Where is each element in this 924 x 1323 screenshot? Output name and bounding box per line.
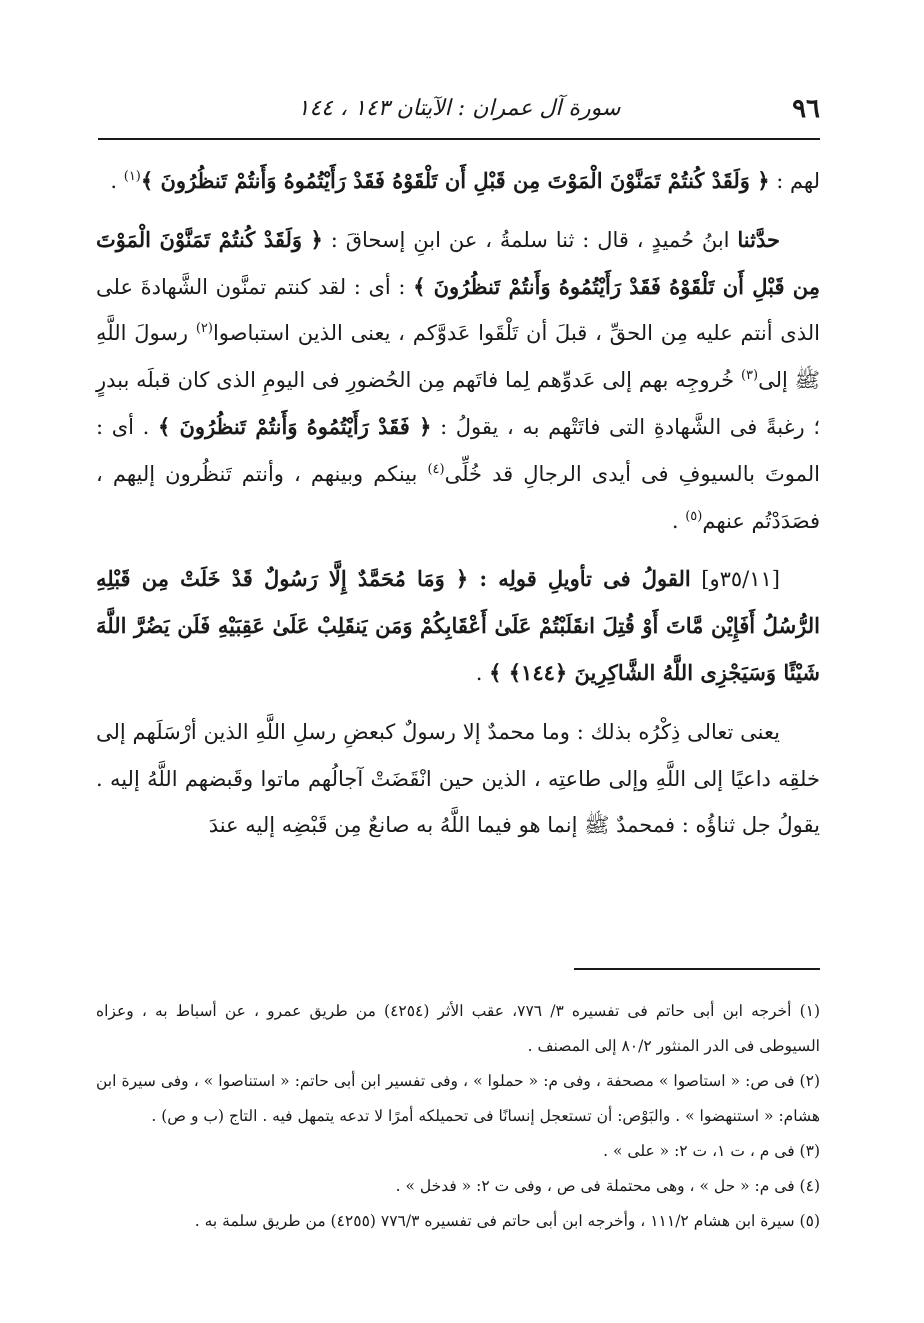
footnote-rule <box>574 968 820 970</box>
punctuation: . <box>475 660 490 685</box>
paragraph-2 <box>96 217 820 545</box>
footnote-mark: (٥) <box>685 508 703 524</box>
text-run: خُروجِه بهم إلى عَدوِّهم لِما فاتَهم مِن الحُضورِ فى اليومِ الذى كان قبلَه ببدرٍ ؛ رغبةً فى الشَّهادةِ التى فاتَتْهم به ، يقولُ : <box>96 368 820 439</box>
footnote: (٥) سيرة ابن هشام ١١١/٢ ، وأخرجه ابن أبى حاتم فى تفسيره ٧٧٦/٣ (٤٢٥٥) من طريق سلمة به . <box>194 1212 820 1230</box>
punctuation: . <box>671 508 686 533</box>
text-run: رسولَ اللَّهِ ﷺ إلى <box>96 321 821 393</box>
quran-verse: ﴿ فَقَدْ رَأَيْتُمُوهُ وَأَنتُمْ تَنظُرُونَ ﴾ <box>157 413 432 439</box>
manuscript-reference: [٣٥/١١و] <box>690 567 780 592</box>
text-run: ابنُ حُميدٍ ، قال : ثنا سلمةُ ، عن ابنِ إسحاقَ : <box>322 227 738 252</box>
quran-verse: ﴿ وَلَقَدْ كُنتُمْ تَمَنَّوْنَ الْمَوْتَ مِن قَبْلِ أَن تَلْقَوْهُ فَقَدْ رَأَيْتُمُوهُ وَأَنتُمْ تَنظُرُونَ ﴾ <box>140 168 770 193</box>
footnote-mark: (١) <box>123 169 141 184</box>
footnote-mark: (٢) <box>195 321 213 337</box>
footnote: (٢) فى ص: « استاصوا » مصحفة ، وفى م: « حملوا » ، وفى تفسير ابن أبى حاتم: « استناصوا » ، وفى سيرة ابن هشام: « استنهضوا » . والبَوْص: أن تستعجل إنسانًا فى تحميلكه أمرًا لا تدعه يتمهل فيه . التاج (ب و ص) . <box>96 1072 820 1125</box>
text-run: . أى : الموتَ بالسيوفِ فى أيدى الرجالِ قد خُلِّى <box>96 414 821 486</box>
isnad-lead: حدَّثنا <box>737 226 780 252</box>
page-number: ٩٦ <box>792 94 820 124</box>
main-text <box>96 158 820 849</box>
quran-verse: ﴿ وَمَا مُحَمَّدٌ إِلَّا رَسُولٌ قَدْ خَلَتْ مِن قَبْلِهِ الرُّسُلُ أَفَإِيْن مَّاتَ أَوْ قُتِلَ انقَلَبْتُمْ عَلَىٰ أَعْقَابِكُمْ وَمَن يَنقَلِبْ عَلَىٰ عَقِبَيْهِ فَلَن يَضُرَّ اللَّهَ شَيْئًا وَسَيَجْزِى اللَّهُ الشَّاكِرِينَ ﴿١٤٤﴾ ﴾ <box>96 566 820 685</box>
footnote-mark: (٤) <box>427 461 445 477</box>
paragraph-4: يعنى تعالى ذِكْرُه بذلك : وما محمدٌ إلا رسولٌ كبعضِ رسلِ اللَّهِ الذين أرْسَلَهم إلى خلقِه داعيًا إلى اللَّهِ وإلى طاعتِه ، الذين حين انْقَضَتْ آجالُهم ماتوا وقَبضهم اللَّهُ إليه . يقولُ جل ثناؤُه : فمحمدٌ ﷺ إنما هو فيما اللَّهُ به صانعٌ مِن قَبْضِه إليه عندَ <box>96 719 820 838</box>
quran-verse: ﴿ وَلَقَدْ كُنتُمْ تَمَنَّوْنَ الْمَوْتَ مِن قَبْلِ أَن تَلْقَوْهُ فَقَدْ رَأَيْتُمُوهُ وَأَنتُمْ تَنظُرُونَ ﴾ <box>96 226 821 299</box>
text-run: : أى : لقد كنتم تمنَّون الشَّهادةَ على الذى أنتم عليه مِن الحقِّ ، قبلَ أن تَلْقَوا عَدوَّكم ، يعنى الذين استباصوا <box>96 274 820 346</box>
paragraph-lead: لهم : <box>769 169 820 193</box>
page-header <box>98 88 820 128</box>
footnote: (١) أخرجه ابن أبى حاتم فى تفسيره ٣/ ٧٧٦، عقب الأثر (٤٢٥٤) من طريق عمرو ، عن أسباط به ، وعزاه السيوطى فى الدر المنثور ٨٠/٢ إلى المصنف . <box>96 1002 821 1055</box>
running-title: سورة آل عمران : الآيتان ١٤٣ ، ١٤٤ <box>297 95 621 121</box>
footnotes <box>96 994 820 1239</box>
text-run: بينكم وبينهم ، وأنتم تَنظُرون إليهم ، فصَدَدْتُم عنهم <box>96 461 820 533</box>
punctuation: . <box>110 169 124 193</box>
footnote-mark: (٣) <box>740 368 759 384</box>
footnote: (٤) فى م: « حل » ، وهى محتملة فى ص ، وفى ت ٢: « فدخل » . <box>395 1177 820 1195</box>
paragraph-3 <box>96 556 820 696</box>
header-rule <box>98 138 820 140</box>
footnote: (٣) فى م ، ت ١، ت ٢: « على » . <box>603 1142 820 1160</box>
paragraph-1 <box>96 158 820 205</box>
section-heading: القولُ فى تأويلِ قولِه : <box>468 566 691 592</box>
